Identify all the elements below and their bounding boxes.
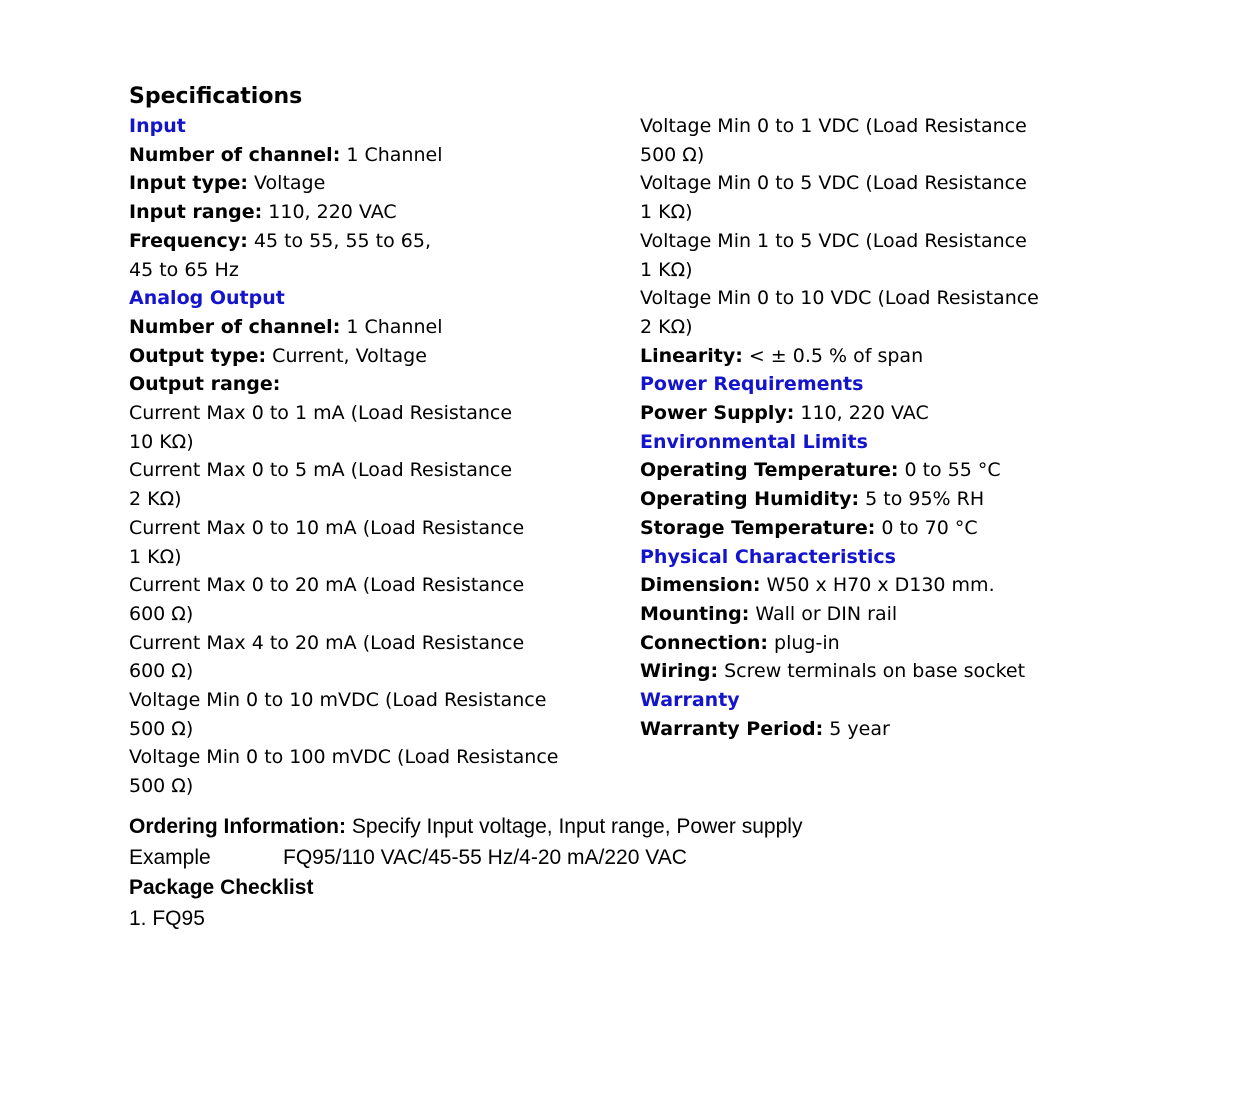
- spec-value: Wall or DIN rail: [749, 602, 898, 625]
- spec-value: Current, Voltage: [266, 344, 427, 367]
- spec-value: W50 x H70 x D130 mm.: [760, 574, 995, 597]
- spec-label: Output range:: [129, 373, 281, 396]
- section-heading: Warranty: [640, 689, 740, 712]
- spec-line: [640, 514, 1039, 543]
- footer-section: [129, 812, 802, 934]
- example-line: [129, 843, 802, 874]
- package-item: 1. FQ95: [129, 906, 205, 930]
- ordering-information-label: Ordering Information:: [129, 815, 346, 838]
- spec-line: [640, 571, 1039, 600]
- spec-line: 1 KΩ): [640, 258, 693, 281]
- spec-line: Voltage Min 0 to 10 VDC (Load Resistance: [640, 287, 1039, 310]
- spec-line: 1 KΩ): [129, 545, 182, 568]
- spec-label: Output type:: [129, 344, 267, 367]
- spec-line: [640, 600, 1039, 629]
- spec-line: [640, 485, 1039, 514]
- spec-value: 1 Channel: [340, 315, 443, 338]
- spec-line: 500 Ω): [129, 775, 194, 798]
- section-heading: Physical Characteristics: [640, 545, 896, 568]
- spec-line: 500 Ω): [129, 717, 194, 740]
- spec-value: 1 Channel: [340, 143, 443, 166]
- spec-line: [640, 715, 1039, 744]
- spec-line: Current Max 4 to 20 mA (Load Resistance: [129, 631, 525, 654]
- spec-label: Input type:: [129, 172, 248, 195]
- section-heading: Input: [129, 115, 186, 137]
- spec-line: 10 KΩ): [129, 430, 194, 453]
- spec-label: Mounting:: [640, 602, 750, 625]
- spec-line: [640, 657, 1039, 686]
- spec-line: [129, 227, 558, 256]
- spec-line: 2 KΩ): [129, 488, 182, 511]
- spec-line: [640, 456, 1039, 485]
- spec-line: Voltage Min 1 to 5 VDC (Load Resistance: [640, 229, 1027, 252]
- spec-line: Voltage Min 0 to 5 VDC (Load Resistance: [640, 172, 1027, 195]
- spec-label: Frequency:: [129, 229, 248, 252]
- spec-value: 110, 220 VAC: [262, 201, 397, 224]
- spec-line: Voltage Min 0 to 10 mVDC (Load Resistance: [129, 689, 547, 712]
- spec-line: 45 to 65 Hz: [129, 258, 239, 281]
- right-column: [640, 112, 1039, 743]
- spec-line: Current Max 0 to 1 mA (Load Resistance: [129, 402, 513, 425]
- spec-label: Operating Humidity:: [640, 488, 860, 511]
- spec-line: [129, 169, 558, 198]
- spec-value: < ± 0.5 % of span: [742, 344, 924, 367]
- spec-label: Input range:: [129, 201, 263, 224]
- spec-line: Voltage Min 0 to 100 mVDC (Load Resistance: [129, 746, 559, 769]
- spec-line: 600 Ω): [129, 660, 194, 683]
- page-title: Specifications: [129, 84, 303, 109]
- package-checklist-heading: Package Checklist: [129, 876, 314, 899]
- section-heading: Environmental Limits: [640, 430, 868, 453]
- spec-line: [640, 629, 1039, 658]
- spec-line: 2 KΩ): [640, 315, 693, 338]
- spec-label: Storage Temperature:: [640, 516, 876, 539]
- spec-line: Current Max 0 to 10 mA (Load Resistance: [129, 516, 525, 539]
- spec-label: Number of channel:: [129, 143, 341, 166]
- spec-line: [640, 399, 1039, 428]
- spec-line: [129, 198, 558, 227]
- spec-value: 0 to 70 °C: [875, 516, 978, 539]
- section-heading: Analog Output: [129, 287, 285, 310]
- section-heading: Power Requirements: [640, 373, 864, 396]
- ordering-information-line: [129, 812, 802, 843]
- spec-value: 45 to 55, 55 to 65,: [247, 229, 431, 252]
- spec-label: Wiring:: [640, 660, 719, 683]
- example-label: Example: [129, 845, 211, 869]
- example-value: FQ95/110 VAC/45-55 Hz/4-20 mA/220 VAC: [283, 845, 687, 869]
- spec-label: Number of channel:: [129, 315, 341, 338]
- spec-line: Current Max 0 to 5 mA (Load Resistance: [129, 459, 513, 482]
- spec-line: [129, 141, 558, 170]
- spec-line: [129, 370, 558, 399]
- spec-label: Warranty Period:: [640, 717, 824, 740]
- spec-value: 5 to 95% RH: [859, 488, 985, 511]
- spec-value: plug-in: [767, 631, 840, 654]
- spec-line: 1 KΩ): [640, 201, 693, 224]
- spec-line: Current Max 0 to 20 mA (Load Resistance: [129, 574, 525, 597]
- spec-label: Dimension:: [640, 574, 761, 597]
- spec-label: Connection:: [640, 631, 768, 654]
- spec-line: Voltage Min 0 to 1 VDC (Load Resistance: [640, 115, 1027, 137]
- spec-value: Voltage: [247, 172, 326, 195]
- spec-value: Screw terminals on base socket: [718, 660, 1026, 683]
- spec-value: 0 to 55 °C: [898, 459, 1001, 482]
- spec-line: 500 Ω): [640, 143, 705, 166]
- spec-line: [129, 342, 558, 371]
- spec-value: 110, 220 VAC: [794, 402, 929, 425]
- spec-line: [129, 313, 558, 342]
- left-column: [129, 112, 558, 801]
- spec-line: 600 Ω): [129, 602, 194, 625]
- spec-label: Linearity:: [640, 344, 743, 367]
- spec-label: Power Supply:: [640, 402, 795, 425]
- spec-label: Operating Temperature:: [640, 459, 899, 482]
- spec-value: 5 year: [823, 717, 890, 740]
- ordering-information-text: Specify Input voltage, Input range, Power supply: [346, 815, 803, 838]
- spec-line: [640, 342, 1039, 371]
